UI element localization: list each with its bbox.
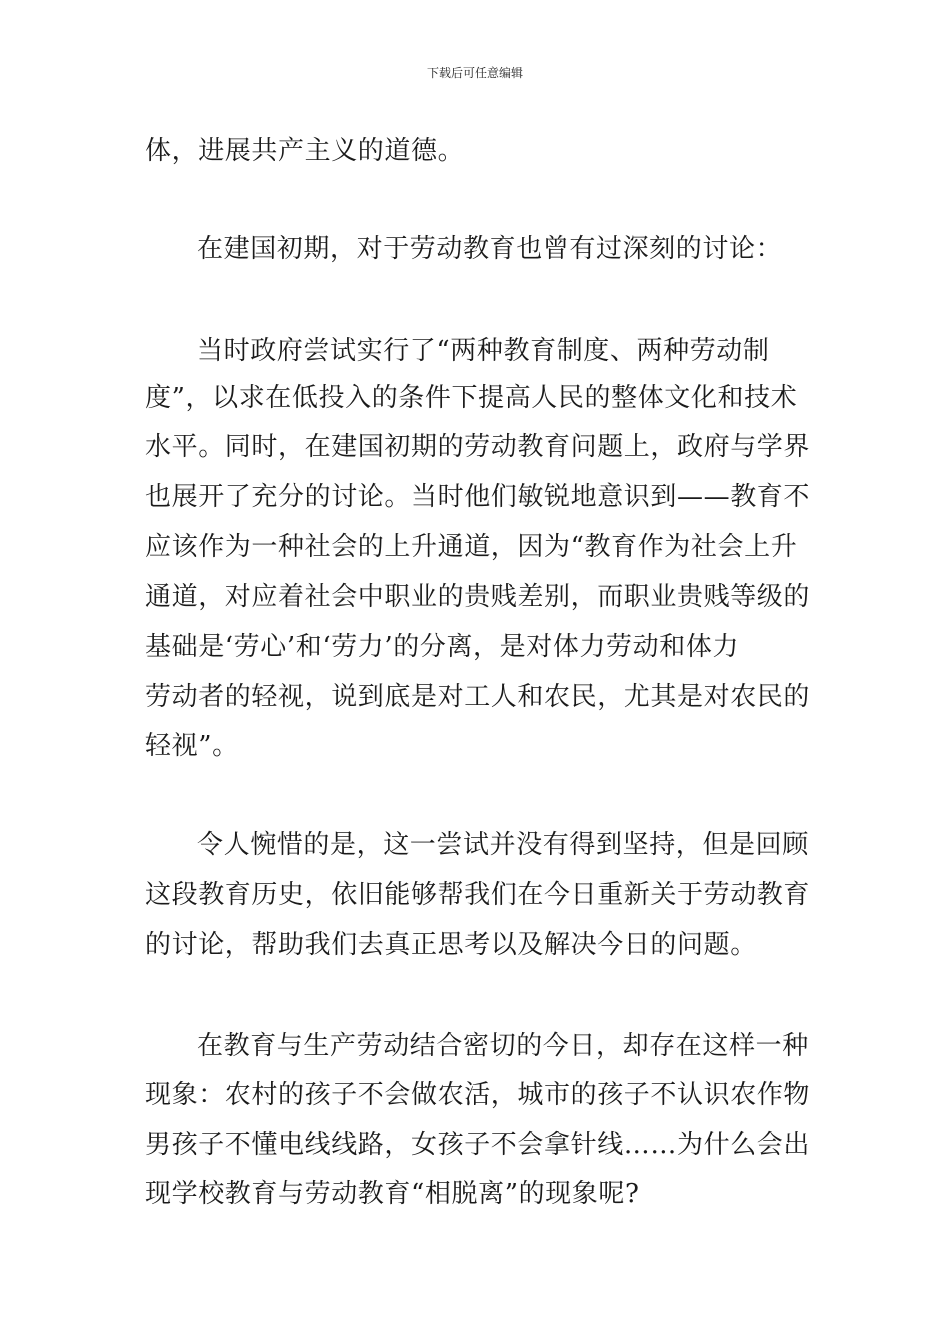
text-line: 现学校教育与劳动教育“相脱离”的现象呢? xyxy=(145,1179,640,1209)
text-line: 体，进展共产主义的道德。 xyxy=(145,136,465,166)
text-line: 劳动者的轻视，说到底是对工人和农民，尤其是对农民的 xyxy=(145,682,811,712)
text-line: 的讨论，帮助我们去真正思考以及解决今日的问题。 xyxy=(145,930,757,960)
page-header: 下载后可任意编辑 xyxy=(426,66,523,80)
text-line: 水平。同时，在建国初期的劳动教育问题上，政府与学界 xyxy=(145,432,811,462)
text-line: 令人惋惜的是，这一尝试并没有得到坚持，但是回顾 xyxy=(197,830,809,860)
text-line: 轻视”。 xyxy=(145,731,239,761)
text-line: 度”，以求在低投入的条件下提高人民的整体文化和技术 xyxy=(145,383,798,413)
text-line: 当时政府尝试实行了“两种教育制度、两种劳动制 xyxy=(197,336,770,366)
text-line: 在教育与生产劳动结合密切的今日，却存在这样一种 xyxy=(197,1031,809,1061)
text-line: 应该作为一种社会的上升通道，因为“教育作为社会上升 xyxy=(145,532,798,562)
text-line: 这段教育历史，依旧能够帮我们在今日重新关于劳动教育 xyxy=(145,880,811,910)
text-line: 男孩子不懂电线线路，女孩子不会拿针线……为什么会出 xyxy=(145,1130,811,1160)
text-line: 现象：农村的孩子不会做农活，城市的孩子不认识农作物 xyxy=(145,1080,811,1110)
text-line: 通道，对应着社会中职业的贵贱差别，而职业贵贱等级的 xyxy=(145,582,811,612)
text-line: 也展开了充分的讨论。当时他们敏锐地意识到——教育不 xyxy=(145,482,811,512)
text-line: 在建国初期，对于劳动教育也曾有过深刻的讨论： xyxy=(197,234,783,264)
text-line: 基础是‘劳心’和‘劳力’的分离，是对体力劳动和体力 xyxy=(145,632,740,662)
